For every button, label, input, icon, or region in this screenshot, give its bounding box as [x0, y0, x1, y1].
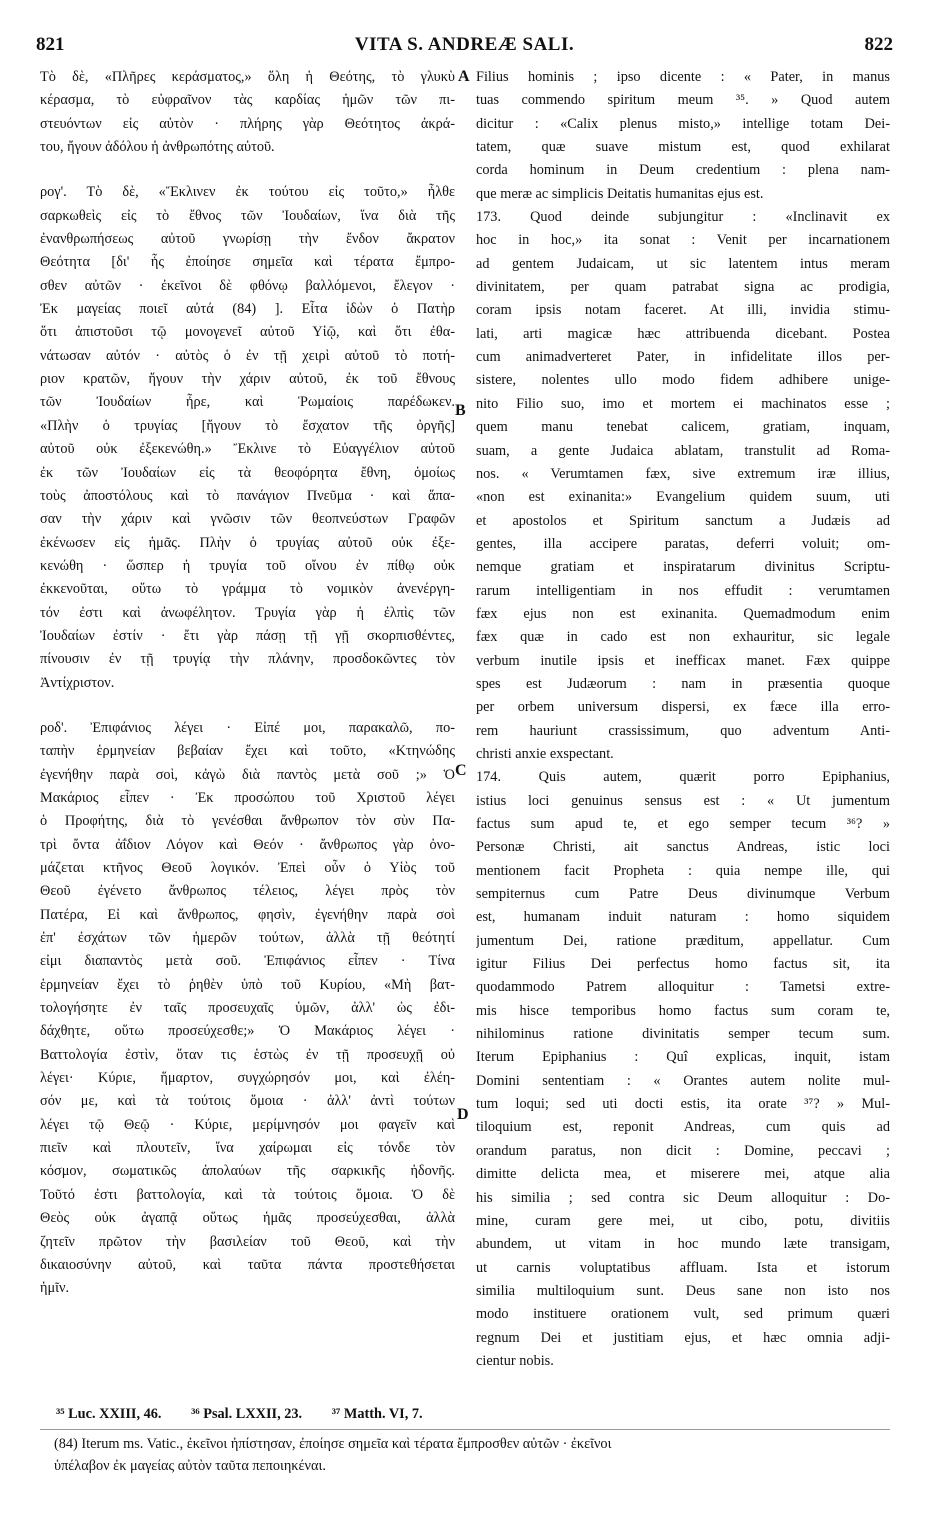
- latin-text-line: quodammodo Patrem alloquitur : Tametsi extre-: [476, 979, 890, 996]
- latin-text-line: hoc in hoc,» ita sonat : Venit per incarnationem: [476, 232, 890, 249]
- latin-text-line: nito Filio suo, imo et mortem ei machinatos esse ;: [476, 395, 890, 412]
- latin-text-line: lati, arti magicæ hæc attribuenda dicebant. Postea: [476, 325, 890, 342]
- greek-text-line: ἐκ τῶν Ἰουδαίων εἰς τὰ θεοφόρητα ἔθνη, ὁμοίως: [40, 464, 455, 481]
- latin-text-line: sistere, nolentes ullo modo fidem adhibere unige-: [476, 372, 890, 389]
- latin-text-line: istius loci genuinus sensus est : « Ut jumentum: [476, 792, 890, 809]
- greek-text-line: αὐτοῦ οὐκ ἐξεκενώθη.» Ἔκλινε τὸ Εὐαγγέλιον αὐτοῦ: [40, 441, 455, 458]
- latin-text-line: «non est exinanita:» Evangelium quidem suum, uti: [476, 489, 890, 506]
- greek-text-line: δικαιοσύνην αὐτοῦ, καὶ ταῦτα πάντα προστεθήσεται: [40, 1256, 455, 1273]
- latin-text-line: dimitte delicta mea, et miserere mei, atque alia: [476, 1166, 890, 1183]
- greek-text-line: κενώθη · ὥσπερ ἡ τρυγία τοῦ οἴνου ἐν πίθῳ οὐκ: [40, 557, 455, 574]
- latin-text-line: Iterum Epiphanius : Quî explicas, inquit, istam: [476, 1049, 890, 1066]
- footnote: [54, 1433, 894, 1477]
- latin-text-line: mine, curam gere mei, ut cibo, potu, divitiis: [476, 1212, 890, 1229]
- latin-text-line: orandum paratus, non dicit : Domine, peccavi ;: [476, 1142, 890, 1159]
- greek-text-line: Θεότητα [δι' ἧς ἐποίησε σημεῖα καὶ τέρατα ἔμπρο-: [40, 254, 455, 271]
- greek-text-line: τόν ἐστι καὶ ἀνωφέλητον. Τρυγία γὰρ ἡ ἐλπὶς τῶν: [40, 604, 455, 621]
- greek-text-line: ρογ'. Τὸ δὲ, «Ἔκλινεν ἐκ τούτου εἰς τοῦτο,» ἦλθε: [40, 184, 455, 201]
- margin-marker-d: D: [457, 1106, 469, 1123]
- greek-text-line: ὅτι ἀπιστοῦσι τῷ μονογενεῖ αὐτοῦ Υἱῷ, καὶ ὅτι ἐθα-: [40, 324, 455, 341]
- latin-text-line: corda hominum in Deum credentium : plena nam-: [476, 162, 890, 179]
- latin-text-line: et apostolos et Spiritum sanctum a Judæis ad: [476, 512, 890, 529]
- latin-text-line: est, humanam induit naturam : homo siquidem: [476, 909, 890, 926]
- latin-text-line: cientur nobis.: [476, 1352, 554, 1369]
- greek-text-line: σθεν αὐτῶν · ἐκεῖνοι δὲ φθόνῳ βαλλόμενοι, ἔλεγον ·: [40, 277, 455, 294]
- latin-text-line: spes est Judæorum : nam in præsentia quoque: [476, 675, 890, 692]
- latin-text-line: tatem, quæ suave mistum est, quod exhilarat: [476, 139, 890, 156]
- greek-text-line: λέγει τῷ Θεῷ · Κύριε, μερίμνησόν μοι φαγεῖν καὶ: [40, 1116, 455, 1133]
- greek-text-line: Ἰουδαίων ἐστίν · ἔτι γὰρ πάσῃ τῇ γῇ σκορπισθέντες,: [40, 627, 455, 644]
- running-header: [36, 34, 893, 58]
- margin-marker-c: C: [455, 762, 467, 779]
- greek-text-line: ἐκένωσεν εἰς ἡμᾶς. Πλὴν ὁ τρυγίας αὐτοῦ οὐκ ἐξε-: [40, 534, 455, 551]
- latin-text-line: similia multiloquium sunt. Deus sane non isto nos: [476, 1282, 890, 1299]
- latin-column: [476, 66, 890, 1373]
- latin-text-line: igitur Filius Dei perfectus homo factus sit, ita: [476, 956, 890, 973]
- latin-text-line: que meræ ac simplicis Deitatis humanitas ejus est.: [476, 185, 764, 202]
- greek-text-line: πίνουσιν ἐν τῇ τρυγίᾳ τὴν πλάνην, προσδοκῶντες τὸν: [40, 651, 455, 668]
- paragraph-gap: [40, 159, 455, 181]
- latin-text-line: christi anxie exspectant.: [476, 745, 614, 762]
- latin-text-line: suam, a gente Judaica ablatam, transtulit ad Roma-: [476, 442, 890, 459]
- greek-text-line: ροδ'. Ἐπιφάνιος λέγει · Εἰπέ μοι, παρακαλῶ, πο-: [40, 719, 455, 736]
- greek-text-line: ὁ Προφήτης, διὰ τὸ γενέσθαι ἄνθρωπον τὸν σὺν Πα-: [40, 813, 455, 830]
- latin-text-line: mentionem facit Propheta : quia nempe ille, qui: [476, 862, 890, 879]
- running-title: VITA S. ANDREÆ SALI.: [354, 34, 575, 55]
- latin-text-line: factus sum apud te, et ego semper tecum ³⁶? »: [476, 816, 890, 832]
- greek-text-line: ἡμῖν.: [40, 1280, 70, 1297]
- scripture-reference: ³⁵ Luc. XXIII, 46.: [56, 1406, 162, 1422]
- greek-text-line: ἐνανθρωπήσεως αὐτοῦ γνωρίσῃ τὴν ἔνδον ἄκρατον: [40, 231, 455, 248]
- greek-text-line: Ἀντίχριστον.: [40, 674, 115, 691]
- greek-text-line: σόν με, καὶ τὰ τούτοις ὅμοια · ἀλλ' ἀντὶ τούτων: [40, 1093, 455, 1110]
- greek-text-line: σαν τὴν χάριν καὶ γνῶσιν τῶν θεοπνεύστων Γραφῶν: [40, 511, 455, 528]
- latin-text-line: Domini sententiam : « Orantes autem nolite mul-: [476, 1072, 890, 1089]
- greek-text-line: εἰμι διαπαντὸς μετὰ σοῦ. Ἐπιφάνιος εἶπεν · Τίνα: [40, 953, 455, 970]
- margin-marker-a: A: [458, 68, 470, 85]
- latin-text-line: cum animadverteret Pater, in infidelitate illos per-: [476, 349, 890, 366]
- greek-text-line: λέγει· Κύριε, ἥμαρτον, συγχώρησόν μοι, καὶ ἐλέη-: [40, 1070, 455, 1087]
- greek-text-line: Ἐκ μαγείας ποιεῖ αὐτά (84) ]. Εἶτα ἰδὼν ὁ Πατὴρ: [40, 301, 455, 318]
- latin-text-line: sempiternus cum Patre Deus divinumque Verbum: [476, 886, 890, 903]
- latin-text-line: rem hauriunt crassissimum, quo adventum Anti-: [476, 722, 890, 739]
- greek-text-line: ταπὴν ἑρμηνείαν βεβαίαν ἔχει καὶ τοῦτο, «Κτηνώδης: [40, 743, 455, 760]
- greek-text-line: σαρκωθεὶς εἰς τὸ ἔθνος τῶν Ἰουδαίων, ἵνα διὰ τῆς: [40, 207, 455, 224]
- margin-marker-b: B: [455, 402, 466, 419]
- latin-text-line: ut carnis voluptatibus affluam. Ista et istorum: [476, 1259, 890, 1276]
- greek-text-line: Πατέρα, Εἰ καὶ ἄνθρωπος, φησὶν, ἐγενήθην παρὰ σοὶ: [40, 906, 455, 923]
- greek-text-line: τοὺς ἀποστόλους καὶ τὸ πανάγιον Πνεῦμα · καὶ ἅπα-: [40, 487, 455, 504]
- latin-text-line: abundem, ut vitam in hoc mundo læte transigam,: [476, 1236, 890, 1253]
- footnote-divider: [40, 1429, 890, 1430]
- latin-text-line: nihilominus ratione divinitatis semper tecum sum.: [476, 1026, 890, 1043]
- greek-text-line: ἐπ' ἐσχάτων τῶν ἡμερῶν τούτων, ἀλλὰ τῇ θεότητί: [40, 930, 455, 947]
- page-number-left: 821: [36, 34, 65, 55]
- greek-text-line: ριον κρατῶν, ἤγουν τὴν χάριν αὐτοῦ, ἐκ τοῦ ἔθνους: [40, 371, 455, 388]
- greek-text-line: ἐγενήθην παρὰ σοὶ, κἀγὼ διὰ παντὸς μετὰ σοῦ ;» Ὁ: [40, 766, 455, 783]
- greek-text-line: κέρασμα, τὸ εὐφραῖνον τὰς καρδίας ἡμῶν τῶν πι-: [40, 92, 455, 109]
- latin-text-line: nemque gratiam et inspiratarum divinitus Scriptu-: [476, 559, 890, 576]
- latin-text-line: per orbem universum dispersi, ex fæce illa erro-: [476, 699, 890, 716]
- latin-text-line: dicitur : «Calix plenus misto,» intellige totam Dei-: [476, 115, 890, 132]
- scripture-reference: ³⁷ Matth. VI, 7.: [331, 1406, 423, 1422]
- latin-text-line: ad gentem Judaicam, ut sic latentem intus meram: [476, 255, 890, 272]
- latin-text-line: divinitatem, per quam patrabat signa ac prodigia,: [476, 279, 890, 296]
- footnote-line: (84) Iterum ms. Vatic., ἐκεῖνοι ἠπίστησαν, ἐποίησε σημεῖα καὶ τέρατα ἔμπροσθεν αὐτῶν · ἐκεῖνοι: [54, 1436, 612, 1452]
- latin-text-line: verbum inutile ipsis et inefficax manet. Fæx quippe: [476, 652, 890, 669]
- latin-text-line: tiloquium est, reponit Andreas, cum quis ad: [476, 1119, 890, 1136]
- latin-text-line: nos. « Verumtamen fæx, sive extremum iræ illius,: [476, 465, 890, 482]
- greek-text-line: νάτωσαν αὐτόν · αὐτὸς ὁ ἐν τῇ χειρὶ αὐτοῦ τὸ ποτή-: [40, 347, 455, 364]
- greek-text-line: Τὸ δὲ, «Πλῆρες κεράσματος,» ὅλη ἡ Θεότης, τὸ γλυκὺ: [40, 69, 455, 85]
- latin-text-line: coram ipsis notam faceret. At illi, invidia stimu-: [476, 302, 890, 319]
- greek-text-line: στευόντων εἰς αὐτὸν · πλήρης γὰρ Θεότητος ἀκρά-: [40, 115, 455, 132]
- greek-text-line: Τοῦτό ἐστι βαττολογία, καὶ τὰ τούτοις ὅμοια. Ὁ δὲ: [40, 1186, 455, 1203]
- greek-text-line: ἐκκενοῦται, οὕτω τὸ γράμμα τὸ νομικὸν ἀνενέργη-: [40, 581, 455, 598]
- latin-text-line: his similia ; sed contra sic Deum alloquitur : Do-: [476, 1189, 890, 1206]
- greek-text-line: τρὶ ὄντα ἀΐδιον Λόγον καὶ Θεόν · ἄνθρωπος γὰρ ὀνο-: [40, 836, 455, 853]
- latin-text-line: jumentum Dei, ratione præditum, appellatur. Cum: [476, 932, 890, 949]
- latin-text-line: gentes, illa accipere paratas, deferri voluit; om-: [476, 535, 890, 552]
- latin-text-line: 174. Quis autem, quærit porro Epiphanius,: [476, 769, 890, 786]
- latin-text-line: fæx ejus non est exinanita. Quemadmodum enim: [476, 605, 890, 622]
- latin-text-line: 173. Quod deinde subjungitur : «Inclinavit ex: [476, 209, 890, 226]
- greek-text-line: μάζεται κτῆνος Θεοῦ λογικόν. Ἐπεὶ οὖν ὁ Υἱὸς τοῦ: [40, 860, 455, 876]
- greek-text-line: δάχθητε, οὕτω προσεύχεσθε;» Ὁ Μακάριος λέγει ·: [40, 1023, 455, 1040]
- latin-text-line: rarum intelligentiam in nos effudit : verumtamen: [476, 582, 890, 599]
- scripture-references: [56, 1406, 896, 1423]
- greek-text-line: ἑρμηνείαν ἔχει τὸ ῥηθὲν ὑπὸ τοῦ Κυρίου, «Μὴ βατ-: [40, 976, 455, 993]
- greek-text-line: τῶν Ἰουδαίων ἦρε, καὶ Ῥωμαίοις παρέδωκεν.: [40, 394, 455, 411]
- greek-text-line: ζητεῖν πρῶτον τὴν βασιλείαν τοῦ Θεοῦ, καὶ τὴν: [40, 1233, 455, 1250]
- latin-text-line: regnum Dei et justitiam ejus, et hæc omnia adji-: [476, 1329, 890, 1346]
- latin-text-line: Filius hominis ; ipso dicente : « Pater, in manus: [476, 69, 890, 85]
- latin-text-line: tum loqui; sed uti docti estis, ita orate ³⁷? » Mul-: [476, 1096, 890, 1113]
- footnote-line: ὑπέλαβον ἐκ μαγείας αὐτὸν ταῦτα πεποιηκέναι.: [54, 1458, 326, 1474]
- latin-text-line: Personæ Christi, ait sanctus Andreas, istic loci: [476, 839, 890, 856]
- scripture-reference: ³⁶ Psal. LXXII, 23.: [191, 1406, 303, 1422]
- greek-text-line: «Πλὴν ὁ τρυγίας [ἤγουν τὸ ἔσχατον τῆς ὀργῆς]: [40, 417, 455, 434]
- greek-text-line: Βαττολογία ἐστὶν, ὅταν τις ἑστὼς ἐν τῇ προσευχῇ οὐ: [40, 1046, 455, 1063]
- greek-text-line: πιεῖν καὶ πλουτεῖν, ἵνα χαίρωμαι εἰς τόνδε τὸν: [40, 1140, 455, 1157]
- latin-text-line: fæx quæ in cado est non exhauritur, sic legale: [476, 629, 890, 646]
- greek-text-line: Μακάριος εἶπεν · Ἐκ προσώπου τοῦ Χριστοῦ λέγει: [40, 789, 455, 806]
- latin-text-line: quem manu tenebat calicem, gratiam, inquam,: [476, 419, 890, 436]
- greek-text-line: κόσμον, σωματικῶς ἀπολαύων τῆς σαρκικῆς ἡδονῆς.: [40, 1163, 455, 1180]
- latin-text-line: mis hisce temporibus homo factus sum coram te,: [476, 1002, 890, 1019]
- greek-column: [40, 66, 455, 1301]
- greek-text-line: Θεὸς οὐκ ἀγαπᾷ οὕτως ἡμᾶς προσεύχεσθαι, ἀλλὰ: [40, 1210, 455, 1227]
- paragraph-gap: [40, 695, 455, 717]
- latin-text-line: tuas commendo spiritum meum ³⁵. » Quod autem: [476, 92, 890, 109]
- greek-text-line: του, ἤγουν ἀδόλου ἡ ἀνθρωπότης αὐτοῦ.: [40, 139, 275, 156]
- page-number-right: 822: [864, 34, 893, 55]
- greek-text-line: Θεοῦ ἐγένετο ἄνθρωπος τέλειος, λέγει πρὸς τὸν: [40, 883, 455, 900]
- latin-text-line: modo instituere orationem vult, sed primum quæri: [476, 1306, 890, 1323]
- greek-text-line: τολογήσητε ἐν ταῖς προσευχαῖς ὑμῶν, ἀλλ' ὡς ἐδι-: [40, 1000, 455, 1017]
